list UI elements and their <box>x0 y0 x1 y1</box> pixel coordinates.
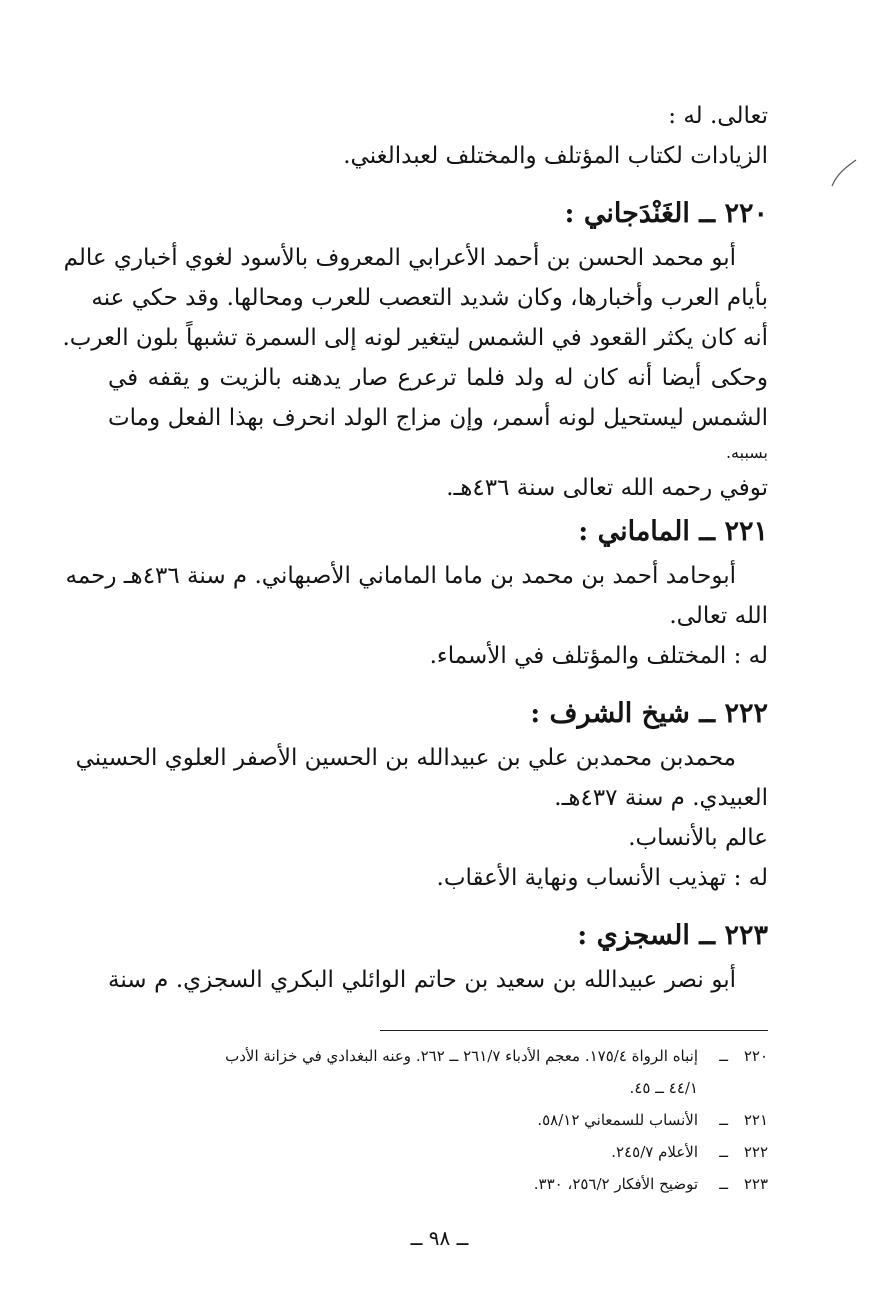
entry-220-line: أنه كان يكثر القعود في الشمس ليتغير لونه إلى السمرة تشبهاً بلون العرب. <box>62 325 768 351</box>
intro-line: تعالى. له : <box>668 103 768 129</box>
footnote-text: توضيح الأفكار ٢٥٦/٢، ٣٣٠. <box>533 1175 698 1193</box>
scan-mark <box>830 158 858 188</box>
page-number: ــ ٩٨ ــ <box>410 1226 469 1250</box>
entry-heading-223: ٢٢٣ ــ السجزي : <box>577 920 768 951</box>
entry-221-line: أبوحامد أحمد بن محمد بن ماما الماماني الأصبهاني. م سنة ٤٣٦هـ رحمه <box>65 563 736 589</box>
intro-line: الزيادات لكتاب المؤتلف والمختلف لعبدالغني. <box>343 143 768 169</box>
footnote-222 <box>108 1136 768 1168</box>
footnote-dash: ــ <box>719 1143 728 1161</box>
footnote-dash: ــ <box>719 1111 728 1129</box>
footnote-dash: ــ <box>719 1047 728 1065</box>
entry-heading-221: ٢٢١ ــ الماماني : <box>578 516 768 547</box>
entry-222-line: العبيدي. م سنة ٤٣٧هـ. <box>554 785 768 811</box>
footnote-number: ٢٢٣ <box>743 1175 768 1193</box>
entry-heading-222: ٢٢٢ ــ شيخ الشرف : <box>530 698 768 729</box>
entry-220-line: وحكى أيضا أنه كان له ولد فلما ترعرع صار يدهنه بالزيت و يقفه في <box>108 365 768 391</box>
footnotes <box>108 1040 768 1200</box>
entry-222-line: عالم بالأنساب. <box>628 825 768 851</box>
entry-220-death: توفي رحمه الله تعالى سنة ٤٣٦هـ. <box>446 475 768 501</box>
entry-220-line: بأيام العرب وأخبارها، وكان شديد التعصب للعرب ومحالها. وقد حكي عنه <box>91 285 768 311</box>
footnote-221 <box>108 1104 768 1136</box>
page-body <box>62 96 768 1000</box>
entry-221-works: له : المختلف والمؤتلف في الأسماء. <box>429 643 768 669</box>
footnote-number: ٢٢٠ <box>743 1047 768 1065</box>
footnote-text: الأعلام ٢٤٥/٧. <box>611 1143 698 1161</box>
entry-222-line: محمدبن محمدبن علي بن عبيدالله بن الحسين الأصفر العلوي الحسيني <box>75 745 736 771</box>
footnote-220 <box>108 1040 768 1072</box>
entry-heading-220: ٢٢٠ ــ الغَنْدَجاني : <box>564 198 768 229</box>
footnote-223 <box>108 1168 768 1200</box>
entry-220-line: بسببه. <box>725 443 768 462</box>
footnote-dash: ــ <box>719 1175 728 1193</box>
entry-223-line: أبو نصر عبيدالله بن سعيد بن حاتم الوائلي البكري السجزي. م سنة <box>108 967 736 993</box>
footnote-number: ٢٢٢ <box>743 1143 768 1161</box>
footnote-text: الأنساب للسمعاني ٥٨/١٢. <box>537 1111 698 1129</box>
footnote-text: إنباه الرواة ١٧٥/٤. معجم الأدباء ٢٦١/٧ ــ ٢٦٢. وعنه البغدادي في خزانة الأدب <box>225 1047 698 1065</box>
entry-222-works: له : تهذيب الأنساب ونهاية الأعقاب. <box>436 865 768 891</box>
entry-220-line: أبو محمد الحسن بن أحمد الأعرابي المعروف بالأسود لغوي أخباري عالم <box>63 245 736 271</box>
footnote-number: ٢٢١ <box>743 1111 768 1129</box>
entry-220-line: الشمس ليستحيل لونه أسمر، وإن مزاج الولد انحرف بهذا الفعل ومات <box>108 405 768 431</box>
footnote-continuation: ٤٤/١ ــ ٤٥. <box>629 1079 698 1097</box>
footnote-separator <box>380 1030 768 1031</box>
entry-221-line: الله تعالى. <box>669 603 768 629</box>
